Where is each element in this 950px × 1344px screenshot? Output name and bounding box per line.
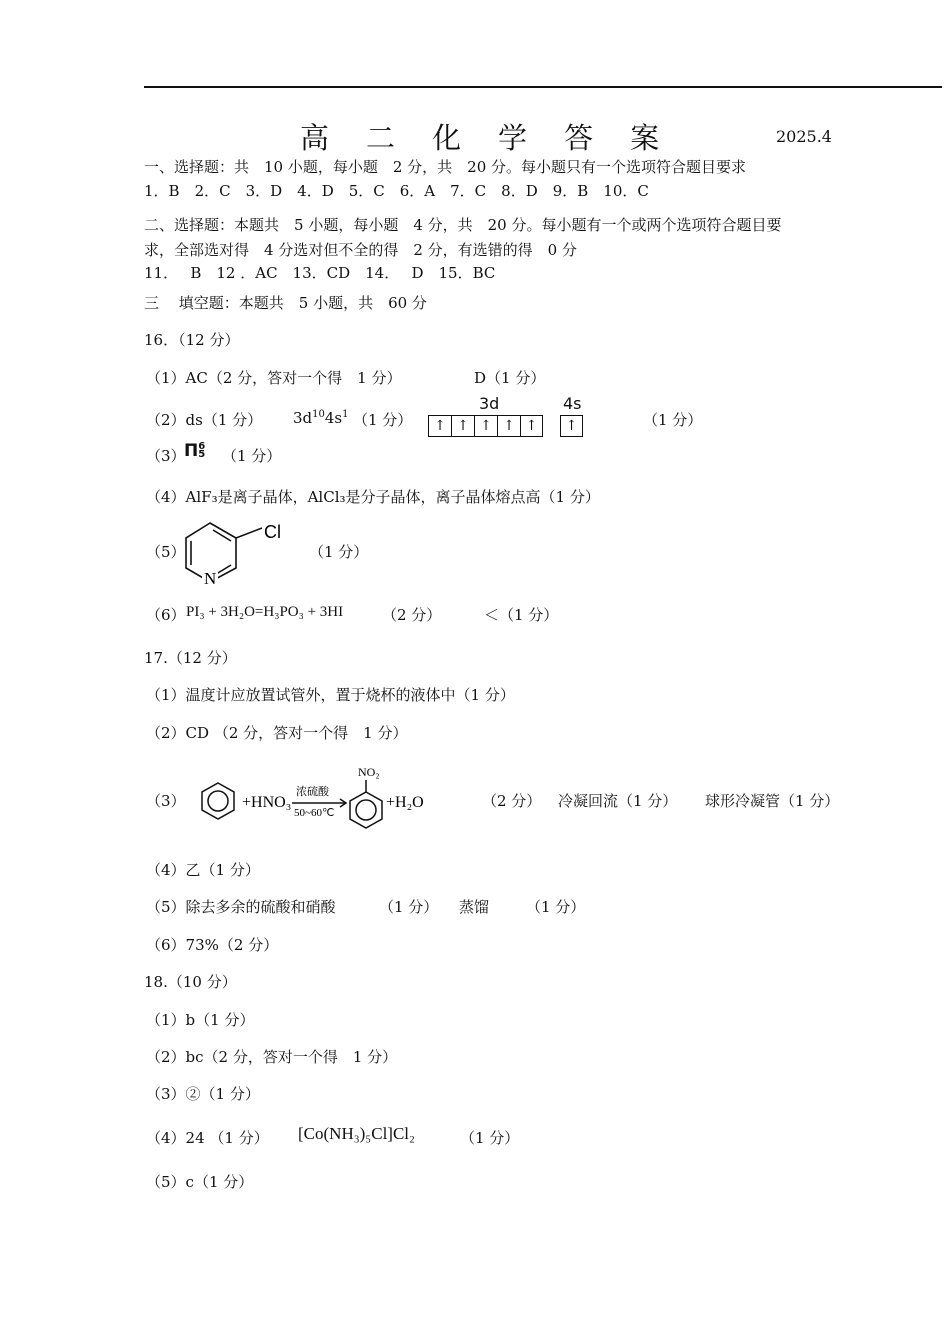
top-rule <box>144 86 942 88</box>
title-char: 化 <box>432 121 462 155</box>
q17-heading: 17.（12 分） <box>144 649 237 667</box>
q16-answer-1a: （1）AC（2 分，答对一个得 1 分） <box>146 369 402 387</box>
orbital-box: ↑ <box>451 415 474 437</box>
orbital-box: ↑ <box>560 415 583 437</box>
q16-answer-3b: （1 分） <box>222 447 282 465</box>
temperature-label: 50~60℃ <box>294 807 335 819</box>
q16-answer-2c: （1 分） <box>353 411 413 429</box>
hno3-label: +HNO₃ <box>242 794 292 811</box>
part3-header: 三 填空题：本题共 5 小题，共 60 分 <box>144 294 427 312</box>
q17-answer-3d: 球形冷凝管（1 分） <box>705 792 840 810</box>
q16-heading: 16．（12 分） <box>144 331 240 349</box>
orbital-diagram-4s <box>560 415 583 437</box>
q17-answer-5a: （5）除去多余的硫酸和硝酸 <box>146 898 336 916</box>
q16-answer-3a: （3） <box>146 447 186 465</box>
q17-answer-3a: （3） <box>146 792 186 810</box>
part2-header-line1: 二、选择题：本题共 5 小题，每小题 4 分，共 20 分。每小题有一个或两个选项符合题目要 <box>144 216 782 234</box>
catalyst-label: 浓硫酸 <box>296 785 329 798</box>
part1-header: 一、选择题：共 10 小题，每小题 2 分，共 20 分。每小题只有一个选项符合题目要求 <box>144 158 747 176</box>
q17-answer-3b: （2 分） <box>482 792 542 810</box>
q17-answer-5c: 蒸馏 <box>459 898 490 916</box>
q18-answer-3: （3）②（1 分） <box>146 1085 260 1103</box>
orbital-box: ↑ <box>428 415 451 437</box>
orbital-box: ↑ <box>474 415 497 437</box>
q17-answer-5d: （1 分） <box>526 898 586 916</box>
q18-answer-4b: （1 分） <box>460 1129 520 1147</box>
reaction-equation: PI₃ + 3H₂O=H₃PO₃ + 3HI <box>186 604 344 620</box>
q16-answer-2d: （1 分） <box>643 411 703 429</box>
q16-answer-1b: D（1 分） <box>474 369 546 387</box>
complex-formula: [Co(NH₃)₅Cl]Cl₂ <box>298 1124 415 1143</box>
pi-bond-symbol: Π 6 5 <box>184 441 206 461</box>
title-char: 高 <box>300 121 330 155</box>
q16-answer-5b: （1 分） <box>309 543 369 561</box>
nitration-reaction-scheme <box>196 762 446 834</box>
q17-answer-2: （2）CD （2 分，答对一个得 1 分） <box>146 724 408 742</box>
q18-answer-1: （1）b（1 分） <box>146 1011 255 1029</box>
title-char: 案 <box>630 121 660 155</box>
title-char: 学 <box>498 121 528 155</box>
chloropyridine-structure <box>178 518 290 586</box>
q18-answer-2: （2）bc（2 分，答对一个得 1 分） <box>146 1048 398 1066</box>
q17-answer-6: （6）73%（2 分） <box>146 936 279 954</box>
q17-answer-3c: 冷凝回流（1 分） <box>558 792 678 810</box>
water-label: +H₂O <box>386 794 424 811</box>
q18-heading: 18.（10 分） <box>144 973 237 991</box>
orbital-box: ↑ <box>520 415 543 437</box>
q17-answer-1: （1）温度计应放置试管外，置于烧杯的液体中（1 分） <box>146 686 515 704</box>
title-char: 二 <box>366 121 396 155</box>
q17-answer-5b: （1 分） <box>379 898 439 916</box>
part1-answers: 1．B 2．C 3．D 4．D 5．C 6．A 7．C 8．D 9．B 10．C <box>144 182 649 200</box>
chlorine-label: Cl <box>264 522 281 542</box>
q16-answer-6b: （2 分） <box>382 606 442 624</box>
pyridine-nitrogen: N <box>204 569 217 586</box>
q18-answer-4a: （4）24 （1 分） <box>146 1129 269 1147</box>
electron-configuration: $3d^{10}4s^1$ <box>293 409 349 427</box>
q16-answer-6a: （6） <box>146 606 186 624</box>
q16-answer-4: （4）AlF₃是离子晶体，AlCl₃是分子晶体，离子晶体熔点高（1 分） <box>146 488 600 506</box>
q18-answer-5: （5）c（1 分） <box>146 1173 254 1191</box>
exam-date: 2025.4 <box>776 127 832 146</box>
part2-answers: 11． B 12 ．AC 13．CD 14． D 15．BC <box>144 264 496 282</box>
orbital-label-3d: 3d <box>479 394 500 413</box>
orbital-diagram-3d <box>428 415 543 437</box>
q17-answer-4: （4）乙（1 分） <box>146 861 260 879</box>
nitro-group-label: NO₂ <box>358 765 380 779</box>
orbital-box: ↑ <box>497 415 520 437</box>
orbital-label-4s: 4s <box>563 394 582 413</box>
q16-answer-2a: （2）ds（1 分） <box>146 411 263 429</box>
q16-answer-5a: （5） <box>146 543 186 561</box>
part2-header-line2: 求，全部选对得 4 分选对但不全的得 2 分，有选错的得 0 分 <box>144 241 577 259</box>
title-char: 答 <box>564 121 594 155</box>
q16-answer-6c: ＜（1 分） <box>484 606 559 624</box>
page-title <box>300 116 696 157</box>
